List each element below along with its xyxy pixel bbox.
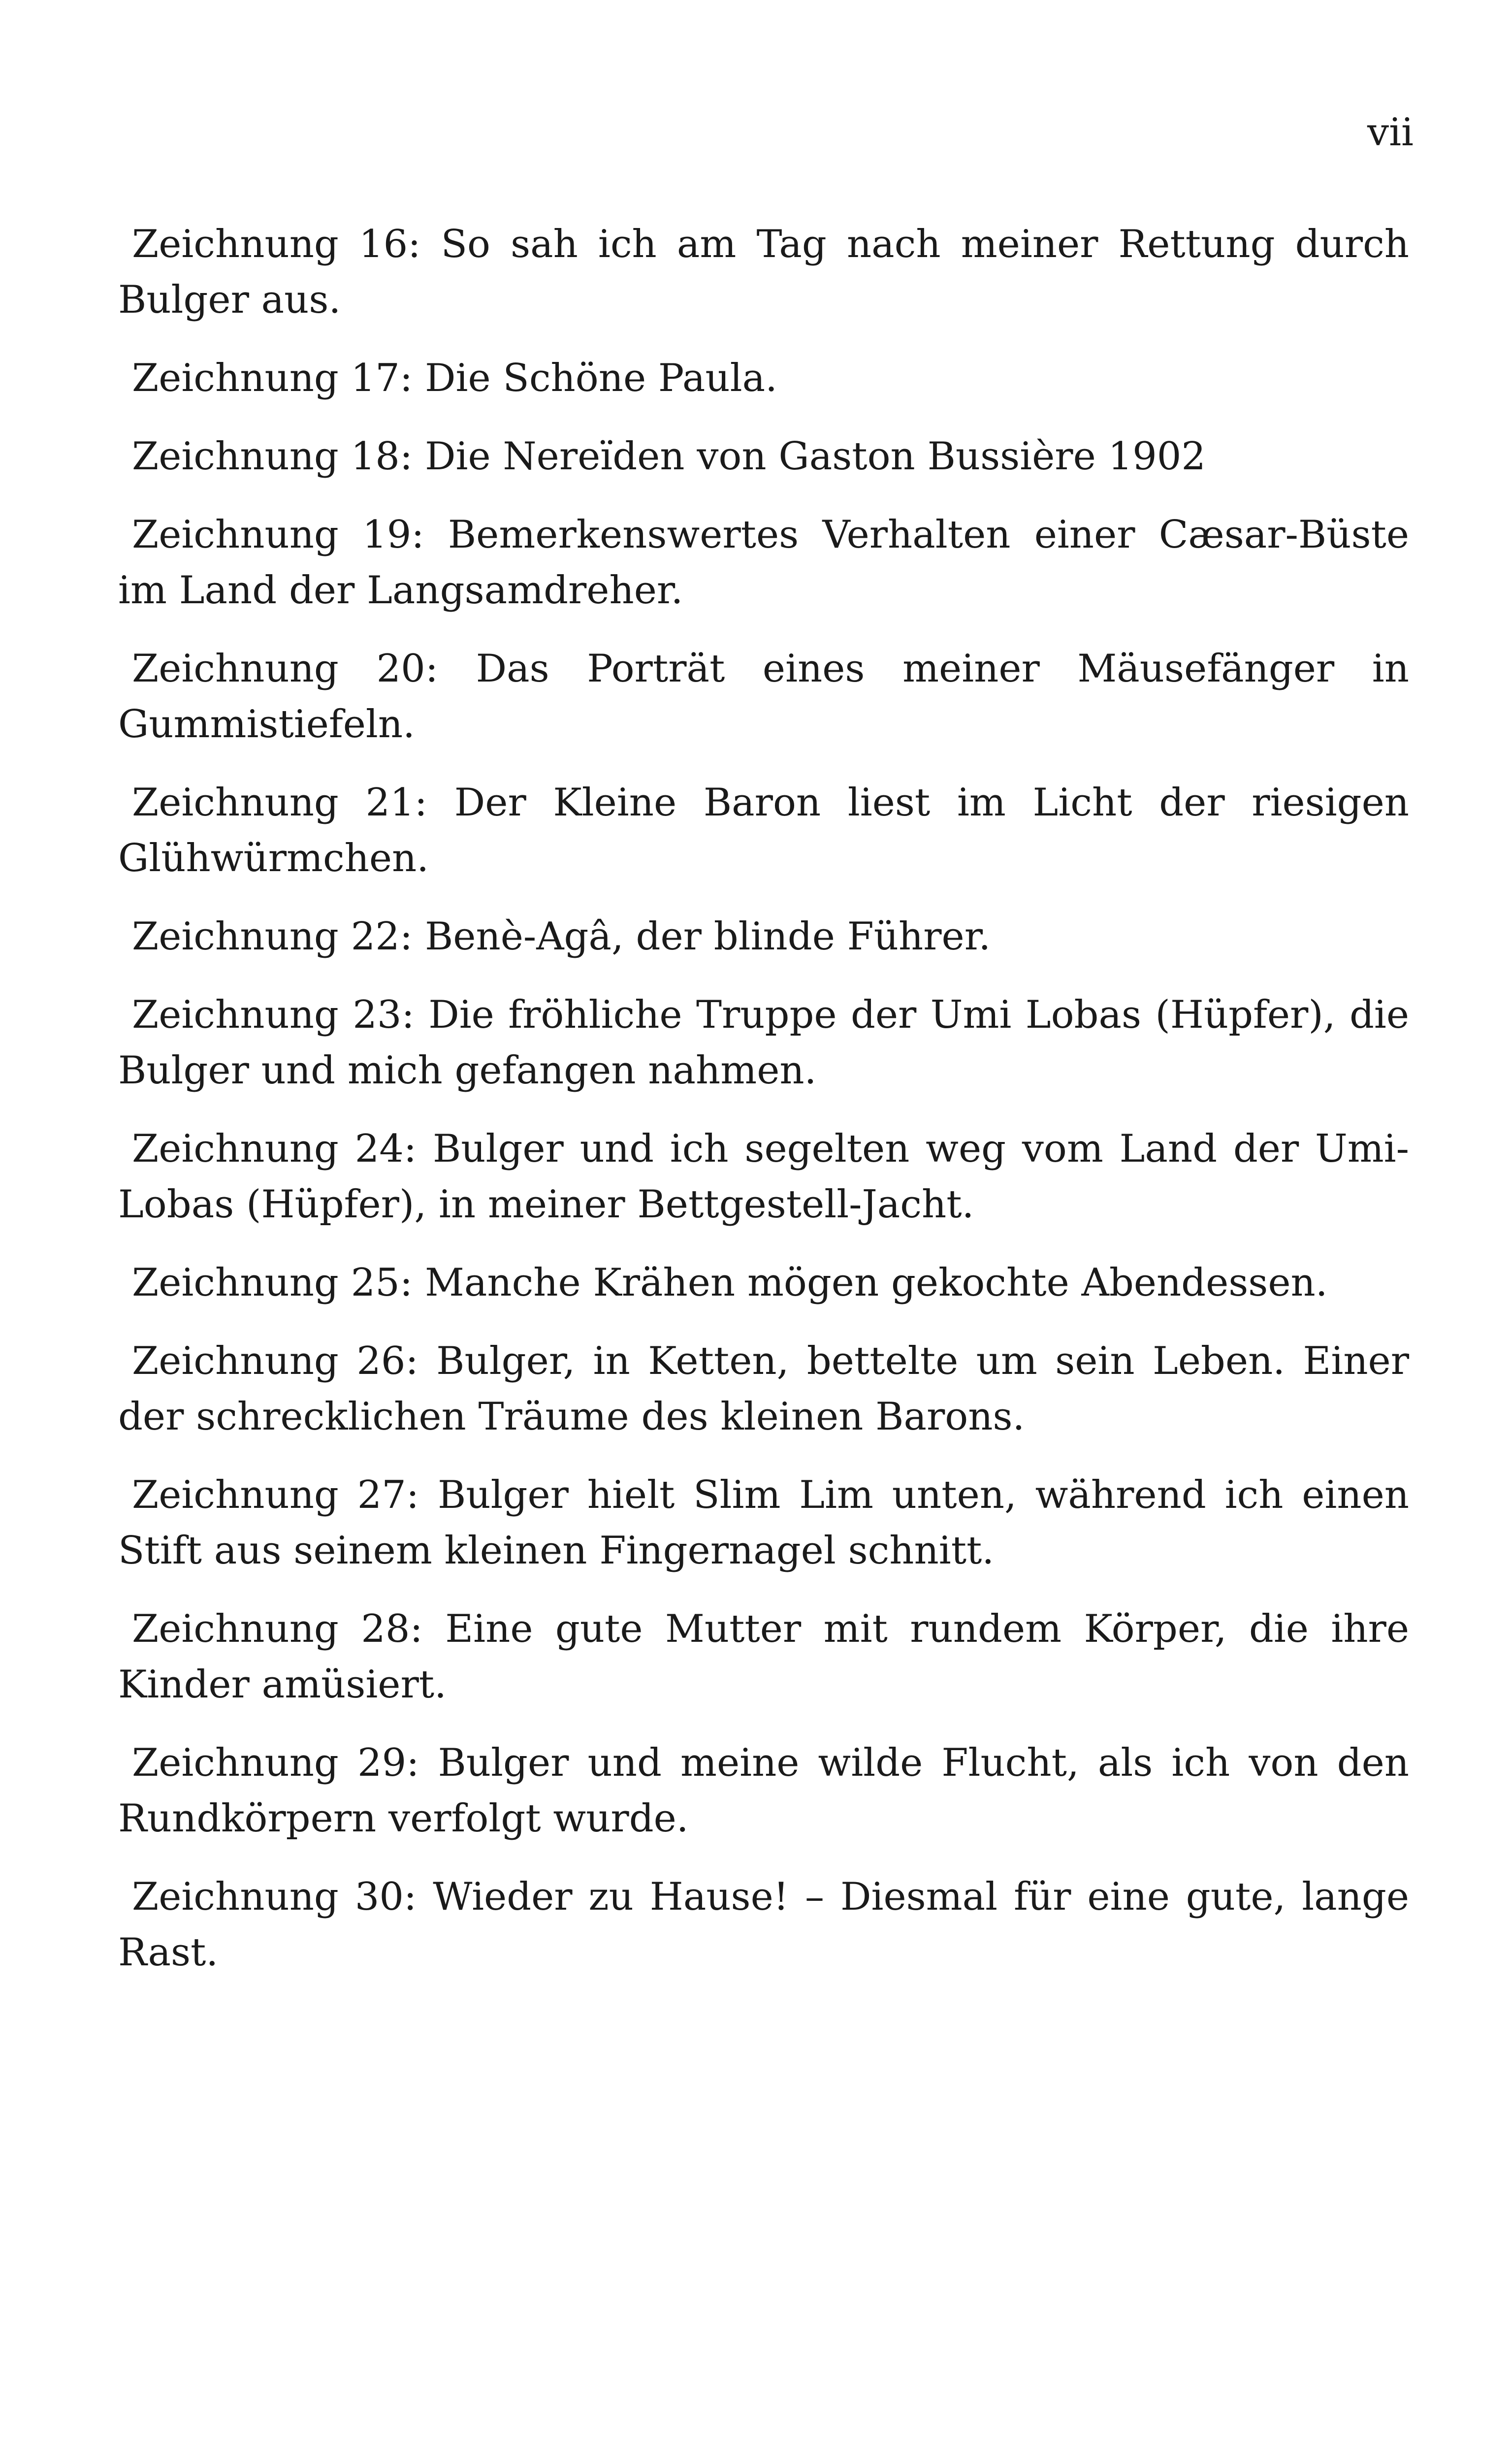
illustration-entry-29: Zeichnung 29: Bulger und meine wilde Flucht, als ich von den Rundkörpern verfolgt wurde. xyxy=(118,1741,1409,1841)
illustration-entry-24: Zeichnung 24: Bulger und ich segelten weg vom Land der Umi-Lobas (Hüpfer), in meiner Bettgestell-Jacht. xyxy=(118,1127,1409,1227)
illustration-entry-25: Zeichnung 25: Manche Krähen mögen gekochte Abendessen. xyxy=(132,1261,1328,1305)
illustration-list xyxy=(118,217,1409,2003)
illustration-entry-21: Zeichnung 21: Der Kleine Baron liest im Licht der riesigen Glühwürmchen. xyxy=(118,781,1409,880)
page-number: vii xyxy=(1367,110,1414,155)
illustration-entry-19: Zeichnung 19: Bemerkenswertes Verhalten einer Cæsar-Büste im Land der Langsamdreher. xyxy=(118,513,1409,613)
illustration-entry-23: Zeichnung 23: Die fröhliche Truppe der Umi Lobas (Hüpfer), die Bulger und mich gefangen nahmen. xyxy=(118,993,1409,1093)
illustration-entry-28: Zeichnung 28: Eine gute Mutter mit rundem Körper, die ihre Kinder amüsiert. xyxy=(118,1607,1409,1707)
illustration-entry-27: Zeichnung 27: Bulger hielt Slim Lim unten, während ich einen Stift aus seinem kleinen Fingernagel schnitt. xyxy=(118,1473,1409,1573)
illustration-entry-20: Zeichnung 20: Das Porträt eines meiner Mäusefänger in Gummistiefeln. xyxy=(118,647,1409,747)
illustration-entry-30: Zeichnung 30: Wieder zu Hause! – Diesmal für eine gute, lange Rast. xyxy=(118,1875,1409,1975)
illustration-entry-22: Zeichnung 22: Benè-Agâ, der blinde Führer. xyxy=(132,914,991,959)
illustration-entry-18: Zeichnung 18: Die Nereïden von Gaston Bussière 1902 xyxy=(132,434,1206,479)
illustration-entry-16: Zeichnung 16: So sah ich am Tag nach meiner Rettung durch Bulger aus. xyxy=(118,222,1409,322)
illustration-entry-17: Zeichnung 17: Die Schöne Paula. xyxy=(132,356,777,400)
illustration-entry-26: Zeichnung 26: Bulger, in Ketten, bettelte um sein Leben. Einer der schrecklichen Träume des kleinen Barons. xyxy=(118,1339,1409,1439)
